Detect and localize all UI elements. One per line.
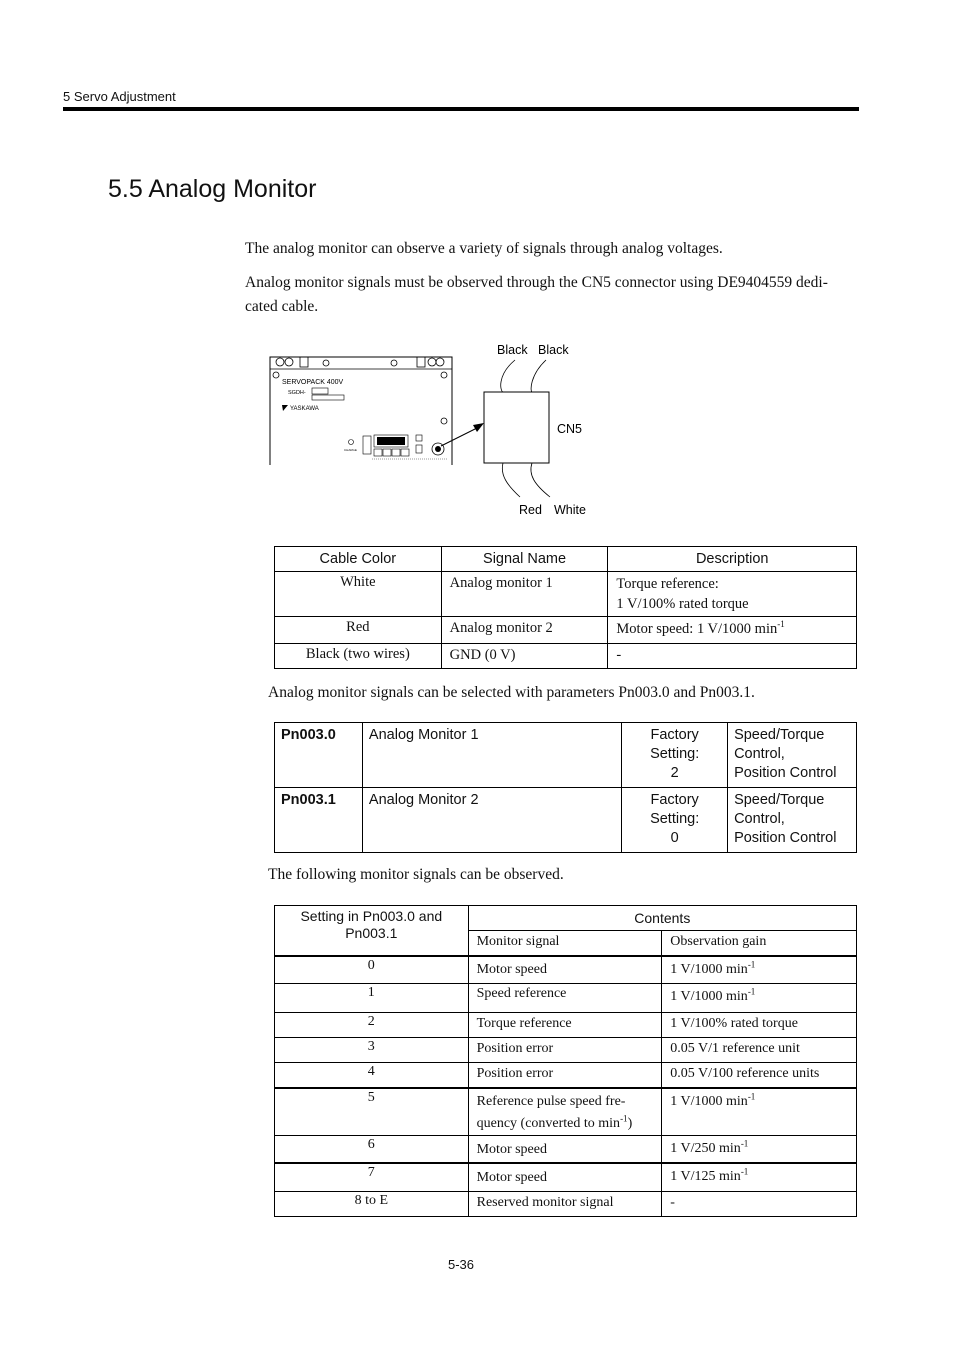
factory-setting-cell: [622, 723, 728, 788]
wire-label-black-2: Black: [538, 343, 569, 357]
description-line: Torque reference:: [616, 576, 719, 592]
cn5-connector-drawing: [484, 392, 549, 463]
setting-cell: 6: [275, 1135, 469, 1163]
table-row: [275, 723, 857, 788]
gain-text: 1 V/1000 min: [670, 989, 748, 1004]
observation-gain-header: Observation gain: [662, 931, 857, 956]
parameter-id-cell: Pn003.1: [275, 788, 363, 853]
monitor-signal-cell: Torque reference: [468, 1013, 662, 1038]
superscript: -1: [747, 1090, 756, 1101]
signal-name-cell: Analog monitor 2: [441, 617, 608, 644]
setting-cell: 5: [275, 1088, 469, 1136]
contents-header-cell: Contents: [468, 906, 856, 931]
column-header: Cable Color: [275, 547, 442, 572]
monitor-signal-cell: Reserved monitor signal: [468, 1191, 662, 1216]
gain-text: 1 V/250 min: [670, 1140, 741, 1156]
setting-cell: 4: [275, 1063, 469, 1088]
monitor-signal-cell: Position error: [468, 1063, 662, 1088]
observation-gain-cell: 1 V/100% rated torque: [662, 1013, 857, 1038]
gain-text: 1 V/1000 min: [670, 1093, 748, 1109]
table-row: [275, 644, 857, 669]
table-row: [275, 1191, 857, 1216]
table-header-row: [275, 547, 857, 572]
description-cell: [608, 617, 857, 644]
observation-gain-cell: [662, 984, 857, 1013]
monitor-signal-cell: Motor speed: [468, 956, 662, 984]
connector-label: CN5: [557, 422, 583, 436]
table-row: [275, 1163, 857, 1191]
superscript: -1: [747, 986, 756, 997]
factory-setting-label: Setting:: [650, 746, 700, 762]
cn5-connection-figure: [262, 335, 602, 525]
control-mode-line: Position Control: [734, 765, 837, 781]
table-row: [275, 1063, 857, 1088]
monitor-intro-text: The following monitor signals can be observed.: [268, 866, 564, 883]
monitor-signal-table: [274, 905, 857, 1217]
factory-setting-value: 0: [670, 830, 679, 846]
monitor-signal-line: [477, 1113, 654, 1135]
keypad-button: [383, 449, 391, 456]
superscript: -1: [740, 1137, 749, 1148]
factory-setting-label: Factory: [650, 792, 699, 808]
parameter-name-cell: Analog Monitor 2: [362, 788, 621, 853]
table-row: [275, 1135, 857, 1163]
monitor-signal-cell: Position error: [468, 1038, 662, 1063]
page-number: 5-36: [448, 1257, 475, 1272]
section-header: 5 Servo Adjustment: [63, 89, 176, 104]
table-row: [275, 572, 857, 617]
charge-label: CHARGE: [344, 448, 357, 452]
intro-paragraph-2-line-2: cated cable.: [245, 298, 319, 315]
table-header-row: [275, 906, 857, 931]
observation-gain-cell: [662, 956, 857, 984]
device-model-label: SERVOPACK 400V: [282, 379, 344, 386]
description-cell: -: [608, 644, 857, 669]
factory-setting-value: 2: [670, 765, 679, 781]
monitor-signal-cell: Speed reference: [468, 984, 662, 1013]
gain-text: 1 V/1000 min: [670, 961, 748, 977]
table-row: [275, 1013, 857, 1038]
control-mode-cell: [728, 723, 857, 788]
description-text: Motor speed: 1 V/1000 min: [616, 621, 778, 637]
monitor-signal-cell: Motor speed: [468, 1135, 662, 1163]
control-mode-cell: [728, 788, 857, 853]
setting-cell: 0: [275, 956, 469, 984]
wire-label-black-1: Black: [497, 343, 528, 357]
superscript: -1: [740, 1166, 749, 1177]
cable-color-cell: Black (two wires): [275, 644, 442, 669]
keypad-button: [392, 449, 400, 456]
keypad-button: [374, 449, 382, 456]
gain-text: 1 V/125 min: [670, 1169, 741, 1184]
keypad-button: [401, 449, 409, 456]
red-wire: [502, 463, 520, 497]
header-rule: [63, 107, 859, 111]
yaskawa-logo-icon: [282, 405, 288, 411]
control-mode-line: Control,: [734, 746, 785, 762]
setting-cell: 2: [275, 1013, 469, 1038]
signal-name-cell: Analog monitor 1: [441, 572, 608, 617]
table-row: [275, 956, 857, 984]
superscript: -1: [620, 1112, 628, 1123]
setting-header-cell: [275, 906, 469, 956]
factory-setting-label: Factory: [650, 727, 699, 743]
setting-cell: 8 to E: [275, 1191, 469, 1216]
table-row: [275, 617, 857, 644]
cable-color-cell: Red: [275, 617, 442, 644]
black-wire-1: [501, 360, 515, 392]
page-title: 5.5 Analog Monitor: [108, 175, 317, 203]
column-header: Description: [608, 547, 857, 572]
superscript: -1: [777, 619, 785, 630]
control-mode-line: Control,: [734, 811, 785, 827]
factory-setting-cell: [622, 788, 728, 853]
observation-gain-cell: [662, 1135, 857, 1163]
intro-paragraph-2-line-1: Analog monitor signals must be observed through the CN5 connector using DE9404559 dedi-: [245, 274, 828, 291]
control-mode-line: Speed/Torque: [734, 792, 825, 808]
table-row: [275, 788, 857, 853]
monitor-signal-cell: Motor speed: [468, 1163, 662, 1191]
observation-gain-cell: [662, 1088, 857, 1136]
monitor-signal-text: ): [627, 1115, 633, 1131]
intro-paragraph-1: The analog monitor can observe a variety of signals through analog voltages.: [245, 240, 723, 257]
black-wire-2: [531, 360, 546, 392]
wire-label-red: Red: [519, 503, 542, 517]
setting-cell: 3: [275, 1038, 469, 1063]
control-mode-line: Speed/Torque: [734, 727, 825, 743]
cable-color-table: [274, 546, 857, 669]
white-wire: [531, 463, 550, 497]
column-header: Signal Name: [441, 547, 608, 572]
monitor-signal-cell: [468, 1088, 662, 1136]
device-brand-label: YASKAWA: [290, 406, 319, 412]
superscript: -1: [747, 958, 756, 969]
monitor-signal-text: quency (converted to min: [476, 1115, 621, 1131]
observation-gain-cell: 0.05 V/1 reference unit: [662, 1038, 857, 1063]
table-row: [275, 1088, 857, 1136]
factory-setting-label: Setting:: [650, 811, 700, 827]
signal-name-cell: GND (0 V): [441, 644, 608, 669]
setting-cell: 7: [275, 1163, 469, 1191]
table-row: [275, 984, 857, 1013]
observation-gain-cell: 0.05 V/100 reference units: [662, 1063, 857, 1088]
table-row: [275, 1038, 857, 1063]
servopack-drawing: [270, 357, 452, 465]
parameter-id-cell: Pn003.0: [275, 723, 363, 788]
setting-header-line: Pn003.1: [345, 925, 398, 941]
connection-arrow: [441, 423, 484, 446]
setting-header-line: Setting in Pn003.0 and: [300, 908, 443, 924]
control-mode-line: Position Control: [734, 830, 837, 846]
cable-color-cell: White: [275, 572, 442, 617]
monitor-signal-line: Reference pulse speed fre-: [476, 1093, 626, 1109]
setting-cell: 1: [275, 984, 469, 1013]
wire-label-white: White: [554, 503, 586, 517]
param-intro-text: Analog monitor signals can be selected with parameters Pn003.0 and Pn003.1.: [268, 684, 755, 701]
device-series-label: SGDH-: [288, 390, 306, 396]
observation-gain-cell: [662, 1163, 857, 1191]
parameter-table: [274, 722, 857, 853]
monitor-signal-header: Monitor signal: [468, 931, 662, 956]
description-line: 1 V/100% rated torque: [616, 596, 749, 612]
parameter-name-cell: Analog Monitor 1: [362, 723, 621, 788]
observation-gain-cell: -: [662, 1191, 857, 1216]
description-cell: [608, 572, 857, 617]
